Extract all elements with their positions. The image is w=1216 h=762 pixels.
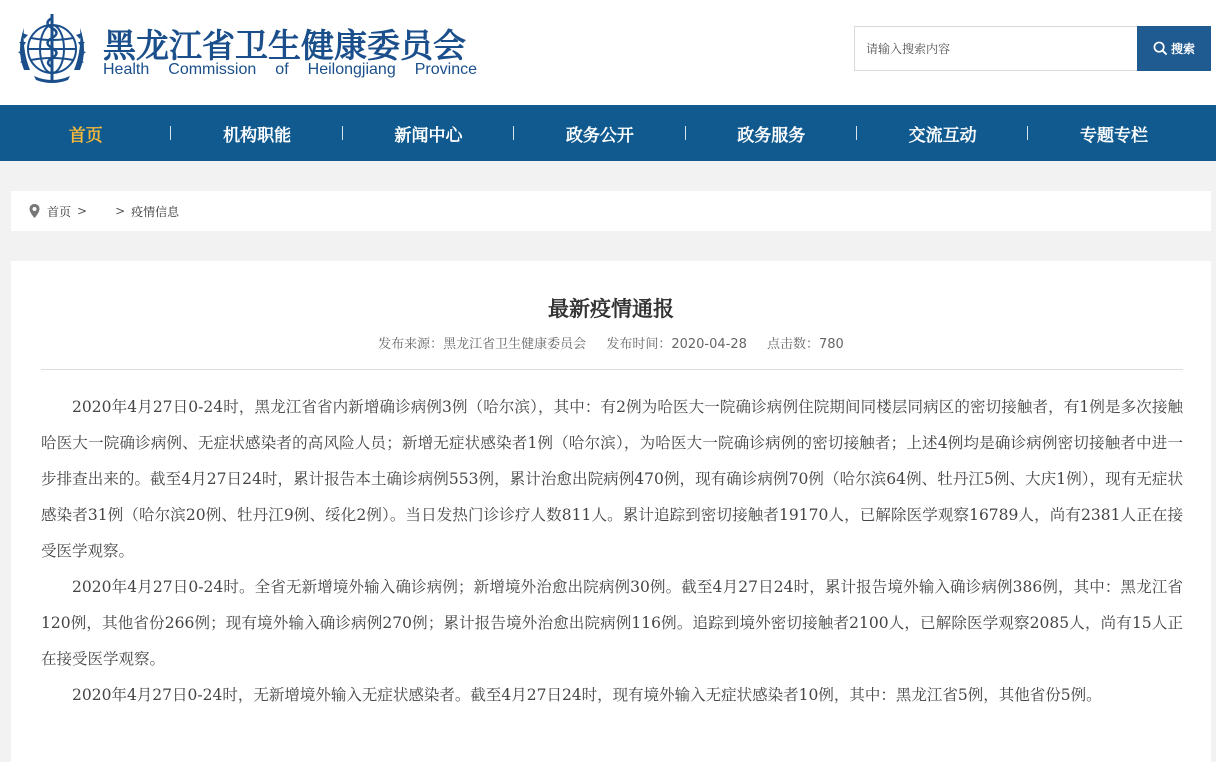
article-paragraph: 2020年4月27日0-24时，黑龙江省省内新增确诊病例3例（哈尔滨），其中：有2例为哈医大一院确诊病例住院期间同楼层同病区的密切接触者，有1例是多次接触哈医大一院确诊病例、无症状感染者的高风险人员；新增无症状感染者1例（哈尔滨），为哈医大一院确诊病例的密切接触者；上述4例均是确诊病例密切接触者中进一步排查出来的。截至4月27日24时，累计报告本土确诊病例553例，累计治愈出院病例470例，现有确诊病例70例（哈尔滨64例、牡丹江5例、大庆1例），现有无症状感染者31例（哈尔滨20例、牡丹江9例、绥化2例）。当日发热门诊诊疗人数811人。累计追踪到密切接触者19170人，已解除医学观察16789人，尚有2381人正在接受医学观察。 xyxy=(41,398,1183,560)
breadcrumb-separator: > xyxy=(115,204,126,218)
nav-item-label: 首页 xyxy=(68,125,103,146)
article-paragraph: 2020年4月27日0-24时。全省无新增境外输入确诊病例；新增境外治愈出院病例30例。截至4月27日24时，累计报告境外输入确诊病例386例，其中：黑龙江省120例，其他省份266例；现有境外输入确诊病例270例；累计报告境外治愈出院病例116例。追踪到境外密切接触者2100人，已解除医学观察2085人，尚有15人正在接受医学观察。 xyxy=(41,578,1183,668)
site-title-en-word: Province xyxy=(414,61,477,78)
site-header xyxy=(0,0,1216,105)
breadcrumb xyxy=(11,191,1211,231)
search-button-label: 搜索 xyxy=(1170,42,1195,56)
nav-item-label: 机构职能 xyxy=(223,125,292,146)
nav-item-label: 专题专栏 xyxy=(1080,125,1149,146)
location-pin-icon xyxy=(29,204,40,218)
article-paragraph: 2020年4月27日0-24时，无新增境外输入无症状感染者。截至4月27日24时，现有境外输入无症状感染者10例，其中：黑龙江省5例，其他省份5例。 xyxy=(72,686,1102,704)
search-icon xyxy=(1153,41,1168,56)
nav-item-label: 交流互动 xyxy=(908,125,977,146)
title-divider xyxy=(41,369,1183,370)
article-click-count: 点击数：780 xyxy=(767,337,844,352)
breadcrumb-current-link[interactable]: 疫情信息 xyxy=(131,204,180,219)
main-nav xyxy=(0,105,1216,161)
nav-item-services[interactable] xyxy=(686,105,857,161)
nav-item-label: 新闻中心 xyxy=(394,125,463,146)
article-source: 发布来源：黑龙江省卫生健康委员会 xyxy=(378,337,587,352)
site-title-en-word: Health xyxy=(103,61,150,78)
nav-item-public-affairs[interactable] xyxy=(514,105,685,161)
who-emblem-logo[interactable] xyxy=(12,10,92,86)
nav-item-special-topics[interactable] xyxy=(1028,105,1199,161)
site-title-cn[interactable]: 黑龙江省卫生健康委员会 xyxy=(103,26,466,65)
article-meta xyxy=(11,333,1211,352)
search-input[interactable] xyxy=(854,26,1138,71)
site-title-en-word: Commission xyxy=(168,61,257,78)
article-publish-time: 发布时间：2020-04-28 xyxy=(606,337,747,352)
nav-item-interaction[interactable] xyxy=(857,105,1028,161)
search-button[interactable] xyxy=(1137,26,1211,71)
site-title-en xyxy=(103,61,477,79)
nav-item-label: 政务公开 xyxy=(565,125,634,146)
nav-item-home[interactable] xyxy=(0,105,171,161)
nav-item-label: 政务服务 xyxy=(737,125,806,146)
article-body xyxy=(41,389,1183,713)
article-card xyxy=(11,261,1211,762)
breadcrumb-separator: > xyxy=(77,204,88,218)
site-title-en-word: of xyxy=(275,61,289,78)
nav-item-news[interactable] xyxy=(343,105,514,161)
site-title-en-word: Heilongjiang xyxy=(307,61,396,78)
breadcrumb-home-link[interactable]: 首页 xyxy=(47,204,72,219)
nav-item-organization[interactable] xyxy=(171,105,342,161)
article-title: 最新疫情通报 xyxy=(548,297,674,321)
